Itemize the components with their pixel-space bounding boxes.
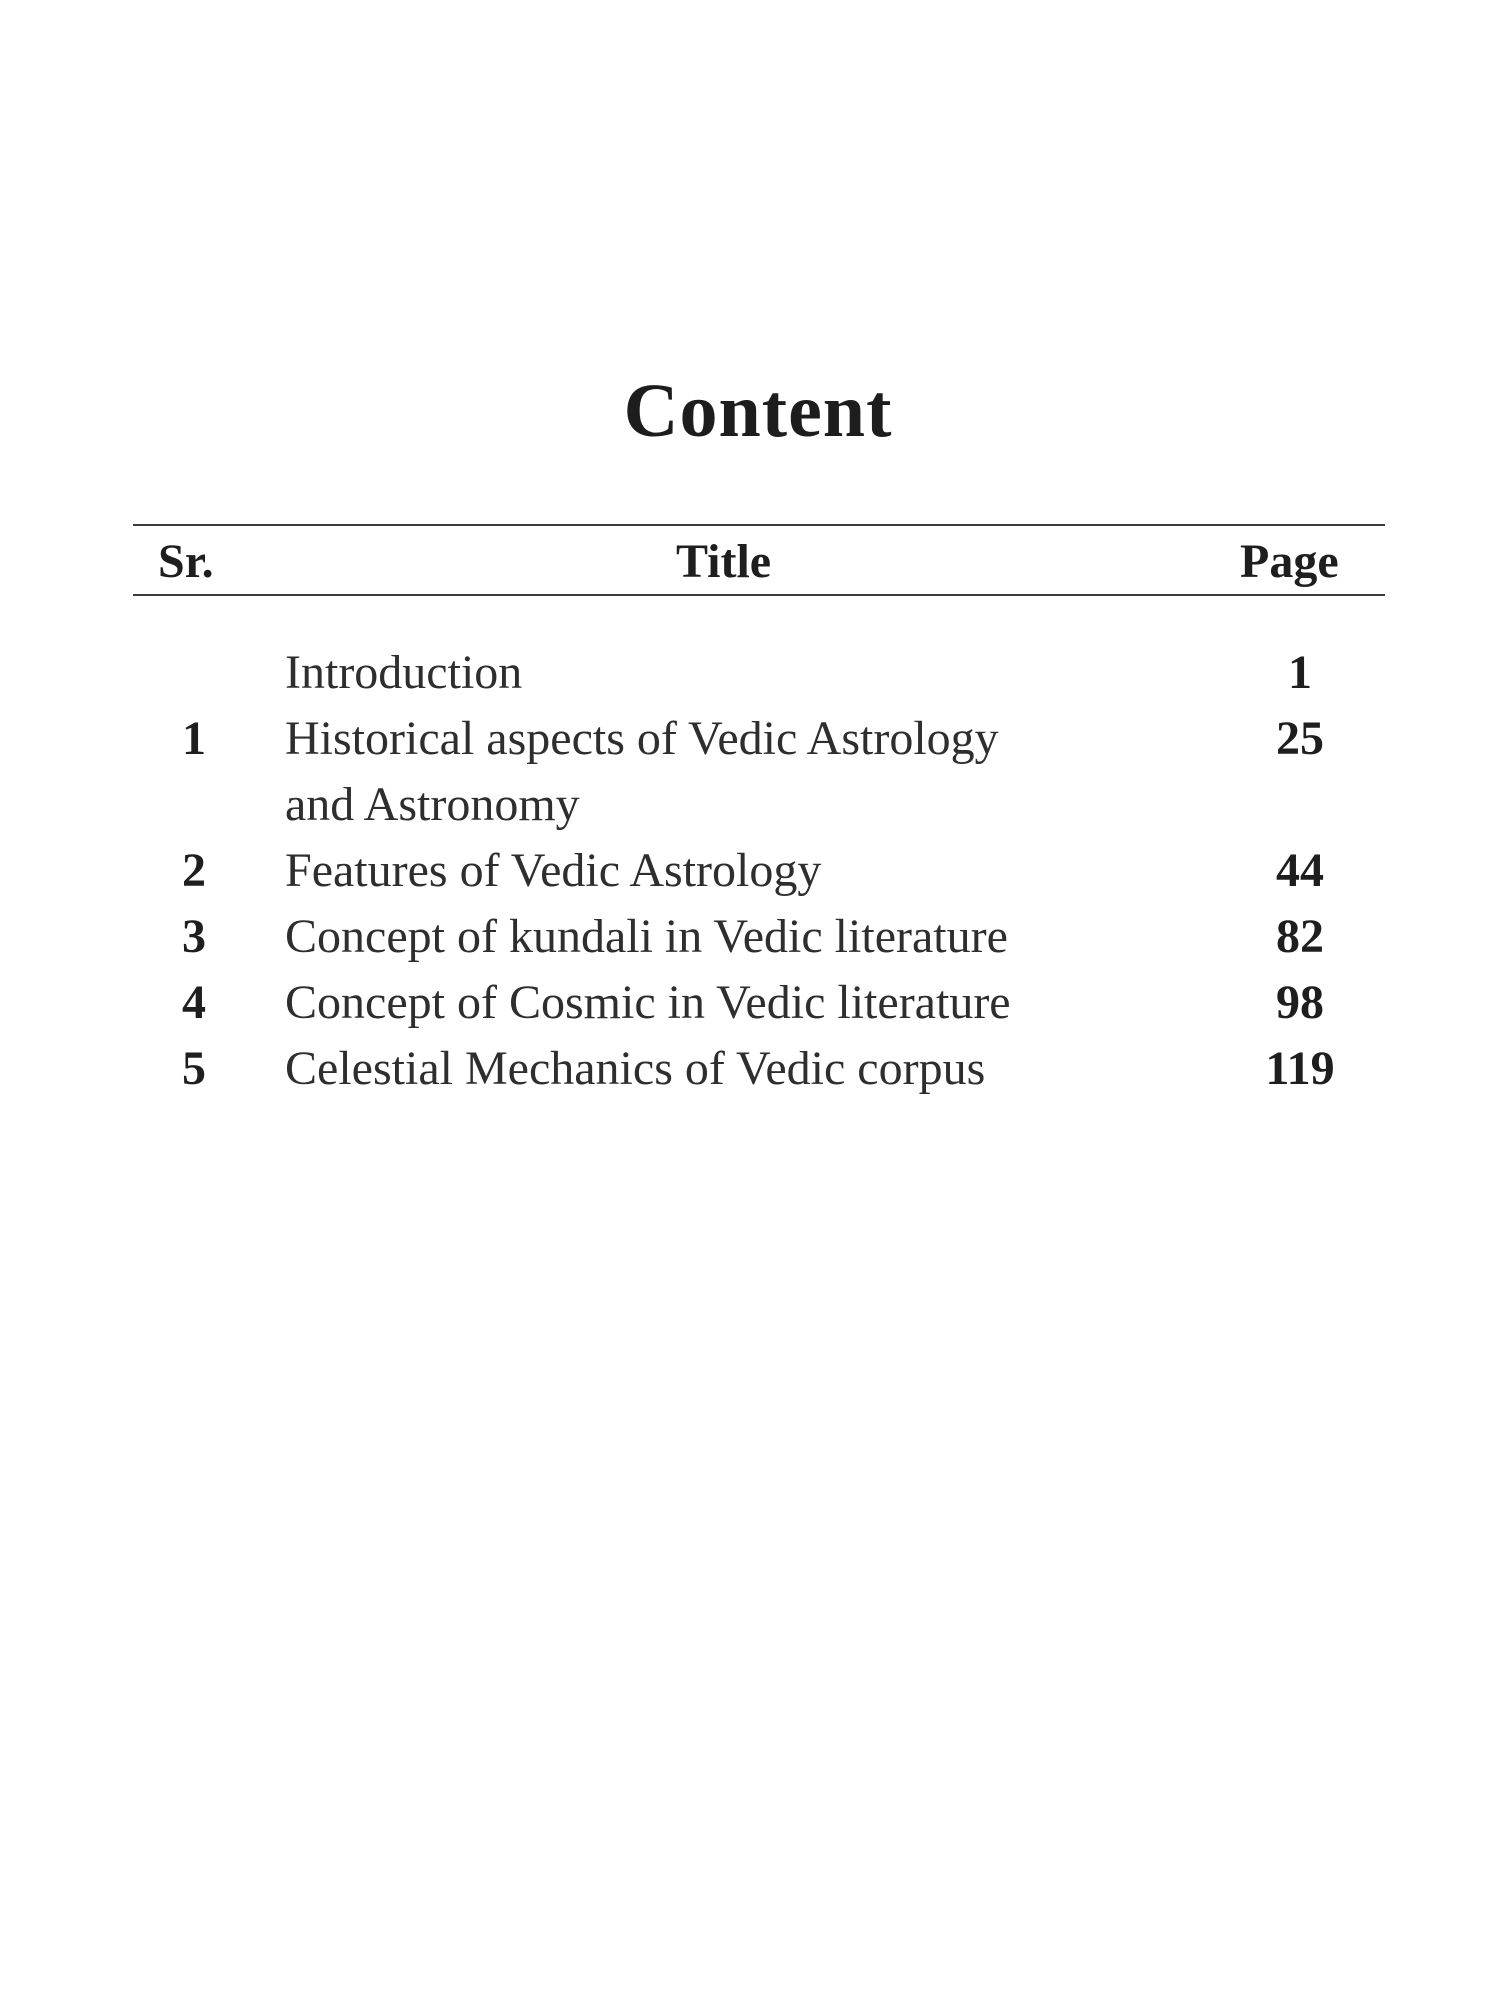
page-title: Content <box>623 369 893 453</box>
column-header-page: Page <box>1240 535 1339 588</box>
toc-page-number: 82 <box>1276 910 1324 963</box>
toc-page-number: 1 <box>1288 646 1312 699</box>
toc-row[interactable] <box>0 904 1500 970</box>
header-top-rule <box>133 524 1385 526</box>
table-of-contents <box>0 640 1500 1102</box>
toc-row[interactable] <box>0 970 1500 1036</box>
toc-entry-title: Concept of kundali in Vedic literature <box>285 910 1008 963</box>
toc-row[interactable] <box>0 640 1500 706</box>
toc-entry-title: Introduction <box>285 646 523 699</box>
toc-sr-number: 2 <box>182 844 206 897</box>
toc-sr-number: 5 <box>182 1042 206 1095</box>
toc-sr-number: 4 <box>182 976 206 1029</box>
toc-entry-title: Features of Vedic Astrology <box>285 844 822 897</box>
toc-entry-title: Concept of Cosmic in Vedic literature <box>285 976 1011 1029</box>
toc-row[interactable] <box>0 1036 1500 1102</box>
toc-entry-title-line2: and Astronomy <box>285 778 580 831</box>
toc-page-number: 44 <box>1276 844 1324 897</box>
toc-entry-title <box>285 706 1185 838</box>
toc-page-number: 25 <box>1276 712 1324 765</box>
header-bottom-rule <box>133 594 1385 596</box>
toc-sr-number: 1 <box>182 712 206 765</box>
toc-entry-title: Celestial Mechanics of Vedic corpus <box>285 1042 986 1095</box>
toc-row[interactable] <box>0 706 1500 838</box>
toc-page-number: 98 <box>1276 976 1324 1029</box>
toc-row[interactable] <box>0 838 1500 904</box>
toc-page-number: 119 <box>1265 1042 1335 1095</box>
toc-sr-number: 3 <box>182 910 206 963</box>
toc-entry-title-line1: Historical aspects of Vedic Astrology <box>285 712 999 765</box>
column-header-sr: Sr. <box>158 535 214 588</box>
column-header-title: Title <box>676 535 772 588</box>
